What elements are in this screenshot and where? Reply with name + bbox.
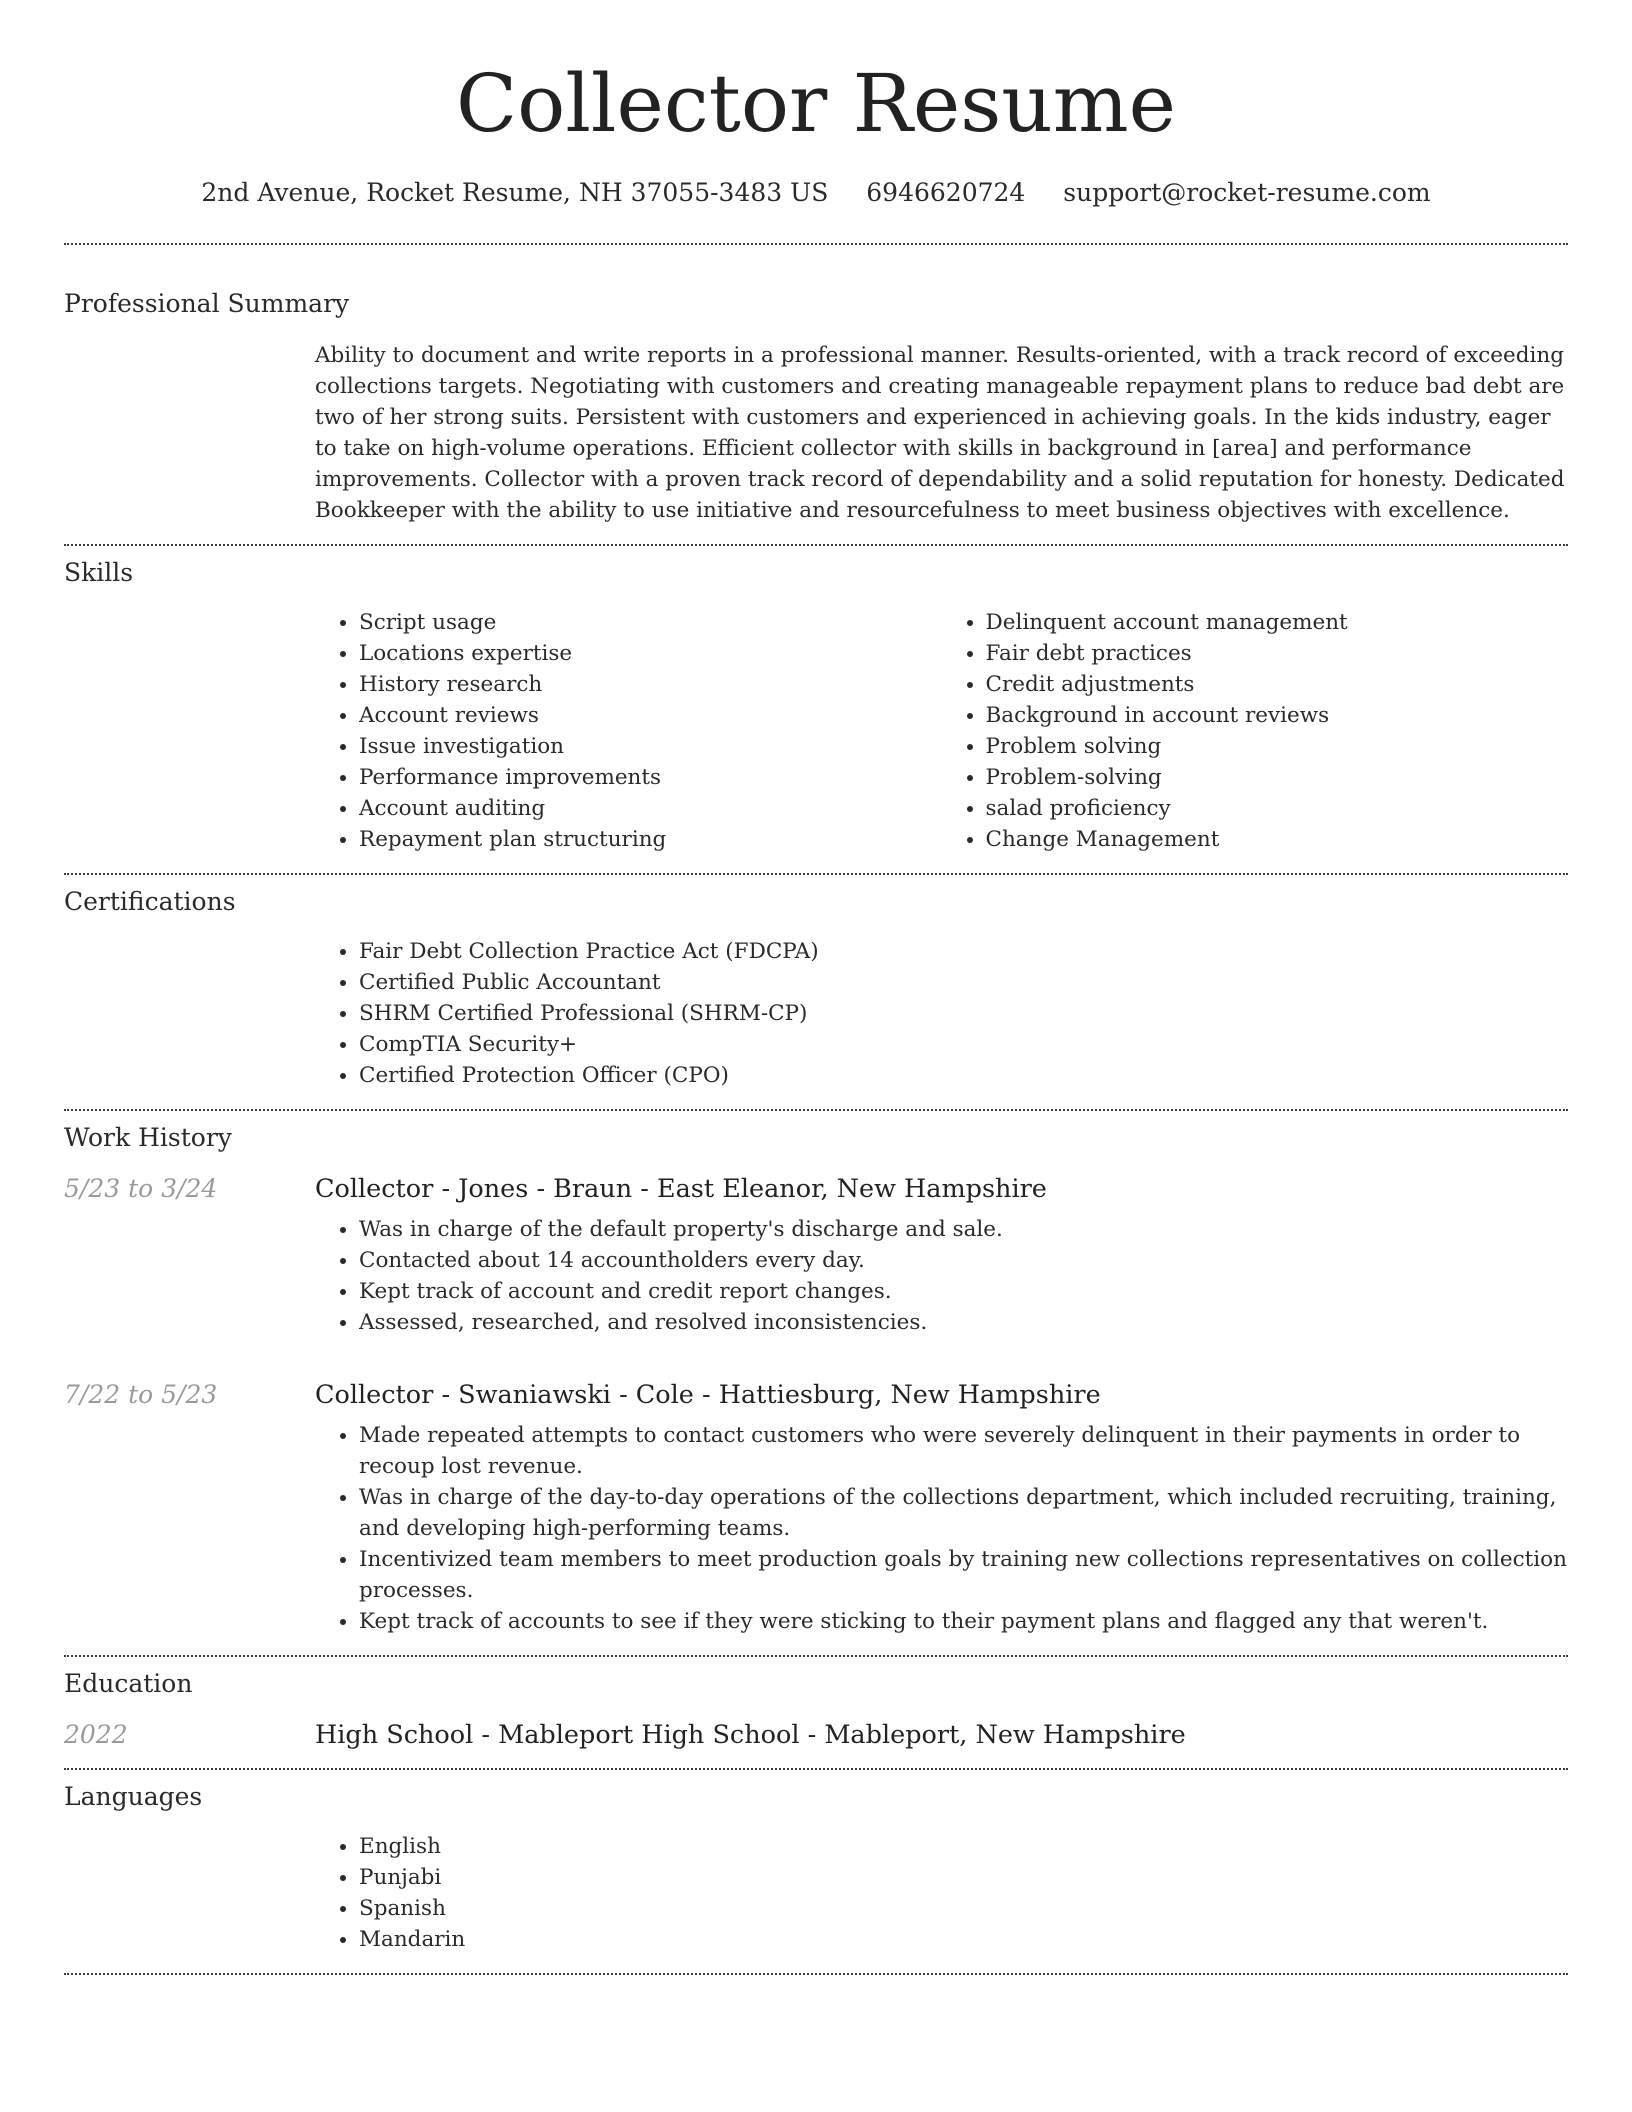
education-section — [64, 1669, 1568, 1750]
skill-item: • salad proficiency — [986, 793, 1569, 824]
job-title: Collector - Jones - Braun - East Eleanor, New Hampshire — [315, 1174, 1047, 1204]
certifications-heading: Certifications — [64, 887, 236, 916]
skill-item: • Delinquent account management — [986, 607, 1569, 638]
education-entry — [64, 1720, 1568, 1750]
job-details — [315, 1420, 1568, 1637]
job-bullet: • Was in charge of the default property's discharge and sale. — [359, 1214, 1568, 1245]
divider — [64, 873, 1568, 875]
contact-email: support@rocket-resume.com — [1063, 178, 1431, 207]
skill-item: • Credit adjustments — [986, 669, 1569, 700]
summary-text: Ability to document and write reports in a professional manner. Results-oriented, with a track record of exceeding collections targets. Negotiating with customers and creating manageable repayment plans to reduce bad debt are two of her strong suits. Persistent with customers and experienced in achieving goals. In the kids industry, eager to take on high-volume operations. Efficient collector with skills in background in [area] and performance improvements. Collector with a proven track record of dependability and a solid reputation for honesty. Dedicated Bookkeeper with the ability to use initiative and resourcefulness to meet business objectives with excellence. — [315, 343, 1565, 523]
skill-item: • Account reviews — [359, 700, 942, 731]
skill-item: • Issue investigation — [359, 731, 942, 762]
job-header — [64, 1174, 1568, 1204]
job-bullet: • Assessed, researched, and resolved inconsistencies. — [359, 1307, 1568, 1338]
job-date: 7/22 to 5/23 — [64, 1380, 218, 1409]
divider — [64, 243, 1568, 245]
certification-item: • CompTIA Security+ — [359, 1029, 1568, 1060]
divider — [64, 1655, 1568, 1657]
job-bullet: • Incentivized team members to meet production goals by training new collections representatives on collection processes. — [359, 1544, 1568, 1606]
certifications-list — [315, 936, 1568, 1091]
skills-list-left — [315, 607, 942, 855]
skill-item: • Change Management — [986, 824, 1569, 855]
language-item: • Mandarin — [359, 1924, 1568, 1955]
certification-item: • Certified Public Accountant — [359, 967, 1568, 998]
certification-item: • Certified Protection Officer (CPO) — [359, 1060, 1568, 1091]
skill-item: • Problem solving — [986, 731, 1569, 762]
skill-item: • Repayment plan structuring — [359, 824, 942, 855]
skill-item: • Problem-solving — [986, 762, 1569, 793]
languages-section — [64, 1782, 1568, 1955]
job-details — [315, 1214, 1568, 1338]
contact-line — [64, 178, 1568, 207]
skill-item: • Background in account reviews — [986, 700, 1569, 731]
certification-item: • SHRM Certified Professional (SHRM-CP) — [359, 998, 1568, 1029]
contact-address: 2nd Avenue, Rocket Resume, NH 37055-3483 US — [201, 178, 829, 207]
skill-item: • Fair debt practices — [986, 638, 1569, 669]
language-item: • English — [359, 1831, 1568, 1862]
divider — [64, 1973, 1568, 1975]
skill-item: • Locations expertise — [359, 638, 942, 669]
skill-item: • Account auditing — [359, 793, 942, 824]
skill-item: • History research — [359, 669, 942, 700]
skills-list-right — [942, 607, 1569, 855]
skills-section — [64, 558, 1568, 855]
work-history-section — [64, 1123, 1568, 1637]
resume-title: Collector Resume — [455, 57, 1177, 150]
skill-item: • Performance improvements — [359, 762, 942, 793]
certifications-content — [315, 936, 1568, 1091]
job-title: Collector - Swaniawski - Cole - Hattiesburg, New Hampshire — [315, 1380, 1101, 1410]
languages-heading: Languages — [64, 1782, 203, 1811]
languages-list — [315, 1831, 1568, 1955]
skill-item: • Script usage — [359, 607, 942, 638]
contact-phone: 6946620724 — [866, 178, 1026, 207]
divider — [64, 1768, 1568, 1770]
divider — [64, 1109, 1568, 1111]
summary-heading: Professional Summary — [64, 289, 350, 318]
summary-content — [315, 340, 1568, 526]
job-header — [64, 1380, 1568, 1410]
job-bullet: • Kept track of account and credit report changes. — [359, 1276, 1568, 1307]
job-bullet: • Was in charge of the day-to-day operations of the collections department, which included recruiting, training, and developing high-performing teams. — [359, 1482, 1568, 1544]
summary-section — [64, 289, 1568, 526]
language-item: • Spanish — [359, 1893, 1568, 1924]
skills-columns — [315, 607, 1568, 855]
certification-item: • Fair Debt Collection Practice Act (FDCPA) — [359, 936, 1568, 967]
work-history-heading: Work History — [64, 1123, 232, 1152]
job-bullets — [315, 1420, 1568, 1637]
certifications-section — [64, 887, 1568, 1091]
job-bullet: • Made repeated attempts to contact customers who were severely delinquent in their payments in order to recoup lost revenue. — [359, 1420, 1568, 1482]
job-bullet: • Contacted about 14 accountholders every day. — [359, 1245, 1568, 1276]
skills-heading: Skills — [64, 558, 134, 587]
language-item: • Punjabi — [359, 1862, 1568, 1893]
education-title: High School - Mableport High School - Mableport, New Hampshire — [315, 1720, 1186, 1750]
job-entry — [64, 1174, 1568, 1338]
job-date: 5/23 to 3/24 — [64, 1174, 218, 1203]
job-bullet: • Kept track of accounts to see if they were sticking to their payment plans and flagged any that weren't. — [359, 1606, 1568, 1637]
job-entry — [64, 1380, 1568, 1637]
divider — [64, 544, 1568, 546]
languages-content — [315, 1831, 1568, 1955]
education-date: 2022 — [64, 1720, 128, 1749]
education-heading: Education — [64, 1669, 193, 1698]
job-bullets — [315, 1214, 1568, 1338]
